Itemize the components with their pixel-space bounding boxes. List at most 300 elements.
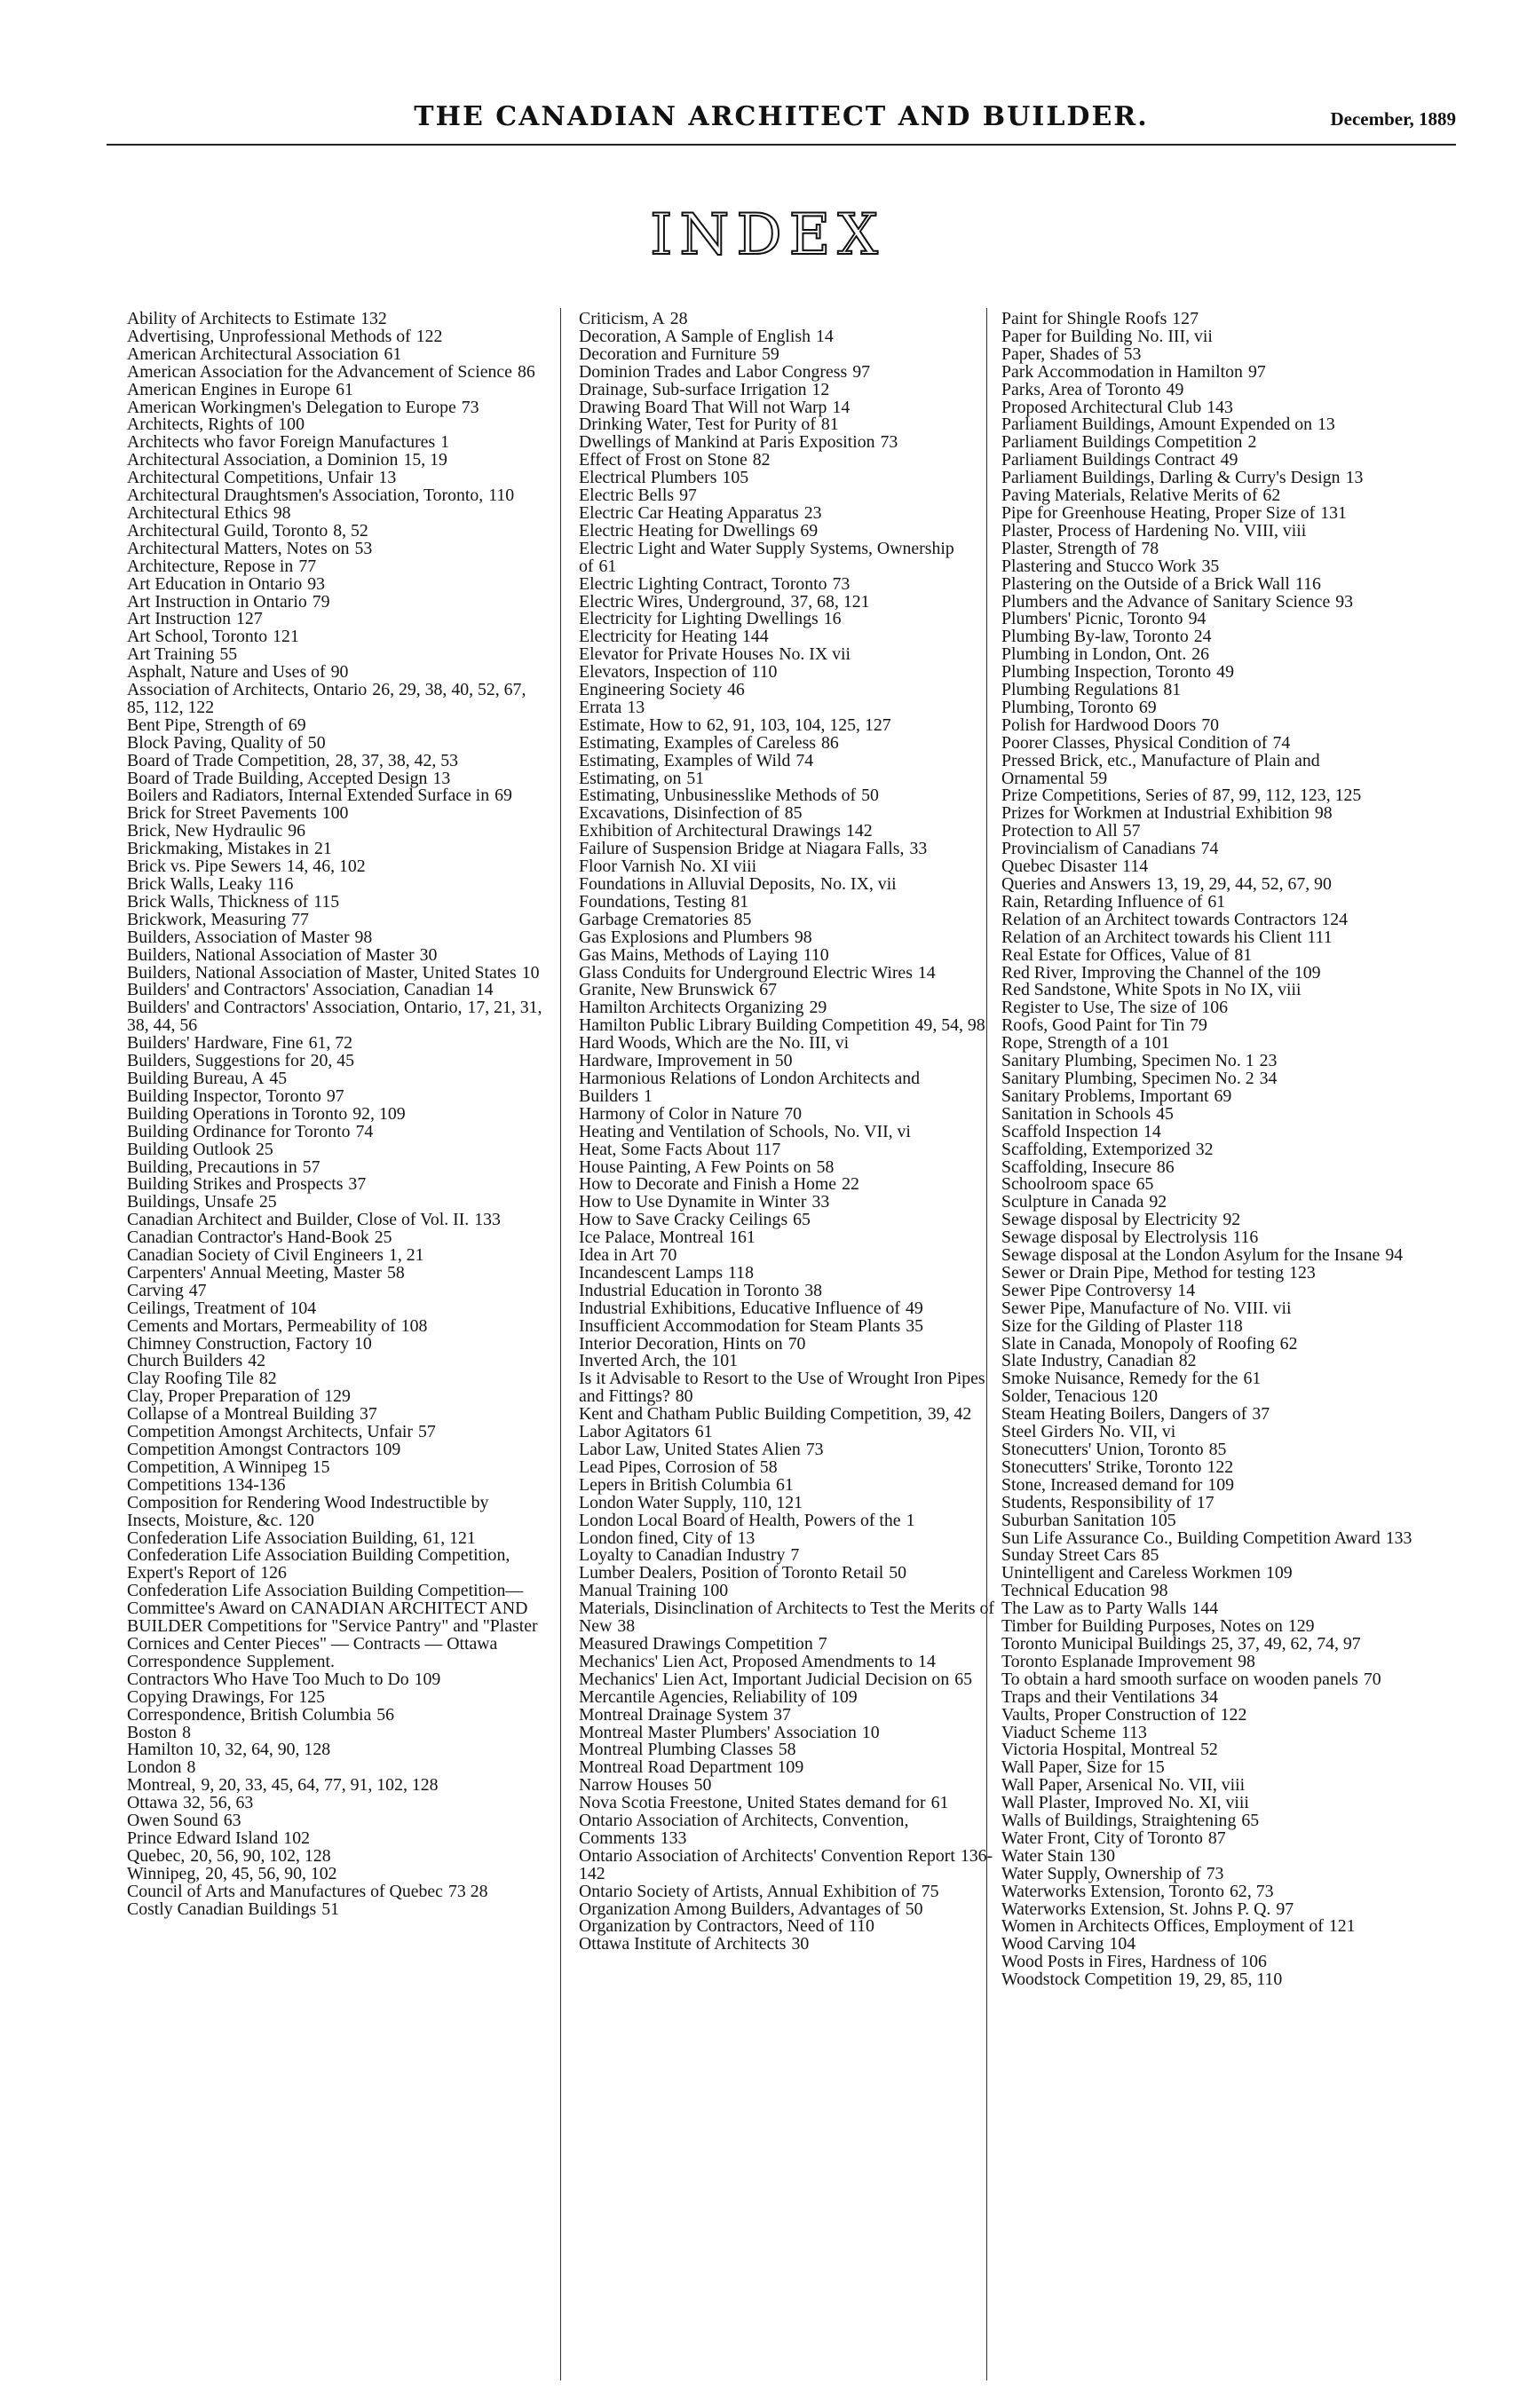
index-entry-topic: Failure of Suspension Bridge at Niagara Falls, — [579, 839, 905, 859]
index-entry-topic: Prizes for Workmen at Industrial Exhibition — [1001, 803, 1309, 824]
index-entry — [127, 452, 542, 470]
index-entry — [127, 1406, 542, 1424]
index-entry — [579, 805, 994, 823]
index-entry-topic: Quebec Disaster — [1001, 857, 1118, 877]
index-entry-topic: Incandescent Lamps — [579, 1262, 724, 1283]
index-entry-pages: 134-136 — [226, 1474, 286, 1495]
index-entry-topic: Building Outlook — [127, 1139, 251, 1159]
index-entry-pages: 116 — [267, 874, 294, 894]
index-entry-topic: Vaults, Proper Construction of — [1001, 1704, 1215, 1725]
index-entry-topic: Art Education in Ontario — [127, 573, 303, 594]
index-entry-pages: 93 — [307, 573, 325, 594]
index-entry — [1001, 1845, 1417, 1866]
index-entry-topic: Wall Plaster, Improved — [1001, 1793, 1163, 1813]
index-entry — [127, 1441, 542, 1459]
index-entry — [579, 1671, 994, 1689]
running-title: THE CANADIAN ARCHITECT AND BUILDER. — [414, 101, 1149, 132]
index-entry-pages: 50 — [905, 1899, 923, 1919]
index-entry-pages: 74 — [795, 750, 814, 770]
index-entry-topic: Viaduct Scheme — [1001, 1722, 1116, 1742]
index-entry-topic: Plumbing, Toronto — [1001, 697, 1134, 717]
index-entry-topic: Architects who favor Foreign Manufactures — [127, 432, 436, 453]
index-entry-pages: 116 — [1294, 573, 1321, 594]
index-entry — [579, 1530, 994, 1548]
index-entry-topic: Idea in Art — [579, 1245, 654, 1266]
index-entry-pages: 12 — [811, 379, 830, 399]
index-entry-topic: Plastering and Stucco Work — [1001, 556, 1197, 576]
index-entry-pages: 13 — [627, 697, 645, 717]
index-entry-pages: 100 — [701, 1581, 729, 1601]
index-entry-pages: 82 — [1178, 1351, 1197, 1371]
index-entry-pages: 85 — [733, 909, 752, 929]
index-entry-topic: Parliament Buildings Contract — [1001, 450, 1215, 470]
index-entry-topic: Sun Life Assurance Co., Building Competition Award — [1001, 1528, 1381, 1548]
index-entry — [127, 1070, 542, 1088]
index-entry-pages: 142 — [846, 821, 873, 841]
index-entry-topic: Sanitation in Schools — [1001, 1103, 1151, 1124]
index-entry-pages: 70 — [787, 1333, 806, 1354]
index-entry-pages: 13 — [1317, 414, 1335, 435]
index-entry — [1001, 699, 1417, 717]
index-entry-topic: How to Save Cracky Ceilings — [579, 1210, 788, 1230]
index-entry-topic: Hardware, Improvement in — [579, 1051, 770, 1071]
index-entry-topic: Relation of an Architect towards Contractors — [1001, 909, 1317, 929]
index-entry-pages: 61 — [1207, 891, 1226, 912]
index-entry — [127, 841, 542, 858]
index-entry — [127, 1353, 542, 1370]
index-entry — [1001, 470, 1417, 487]
index-entry-topic: Queries and Answers — [1001, 874, 1151, 894]
index-entry-pages: 96 — [288, 821, 306, 841]
index-entry — [1001, 1370, 1417, 1388]
index-entry-topic: Hard Woods, Which are the — [579, 1033, 774, 1054]
index-entry-topic: Estimating, Examples of Careless — [579, 732, 816, 753]
index-entry-pages: 132 — [360, 309, 387, 328]
index-entry-topic: Drainage, Sub-surface Irrigation — [579, 379, 807, 399]
index-entry-pages: No. VIII. vii — [1203, 1298, 1292, 1318]
index-entry-topic: Parliament Buildings Competition — [1001, 432, 1243, 453]
index-entry-pages: 17 — [1196, 1492, 1215, 1512]
index-entry-topic: Excavations, Disinfection of — [579, 803, 779, 824]
index-entry — [579, 1459, 994, 1477]
index-entry — [1001, 929, 1417, 947]
index-entry — [579, 520, 994, 541]
index-entry — [579, 999, 994, 1017]
index-entry-pages: 51 — [321, 1899, 339, 1919]
index-entry-pages: 86 — [1156, 1157, 1175, 1177]
index-entry-pages: No. XI, viii — [1167, 1793, 1249, 1813]
index-entry — [579, 1777, 994, 1795]
index-entry-topic: Competition Amongst Contractors — [127, 1440, 369, 1459]
index-entry-pages: 1 — [440, 432, 450, 453]
index-entry-pages: 22 — [842, 1174, 859, 1195]
index-entry — [127, 1370, 542, 1388]
index-entry-pages: 79 — [312, 591, 330, 612]
index-entry-topic: Plumbing in London, Ont. — [1001, 644, 1187, 665]
index-entry-pages: 81 — [731, 891, 749, 912]
index-entry — [127, 502, 542, 523]
index-entry-topic: Composition for Rendering Wood Indestructible by Insects, Moisture, &c. — [127, 1492, 489, 1530]
index-entry — [1001, 1954, 1417, 1971]
index-entry-topic: Montreal, — [127, 1775, 196, 1796]
index-entry — [127, 1830, 542, 1848]
index-entry — [127, 1686, 542, 1707]
index-entry — [579, 1141, 994, 1159]
index-entry-topic: Brickwork, Measuring — [127, 909, 287, 929]
index-entry — [1001, 1936, 1417, 1954]
index-entry — [127, 434, 542, 452]
index-entry — [1001, 858, 1417, 876]
index-entry-topic: Water Supply, Ownership of — [1001, 1863, 1201, 1883]
index-entry-pages: 110 — [488, 486, 515, 506]
index-entry-topic: Wood Posts in Fires, Hardness of — [1001, 1952, 1236, 1972]
index-entry-topic: Women in Architects Offices, Employment of — [1001, 1916, 1324, 1937]
index-entry-pages: No. XI viii — [679, 857, 757, 877]
index-entry — [1001, 1053, 1417, 1070]
index-entry-topic: Builders, Suggestions for — [127, 1051, 305, 1071]
index-entry — [579, 1901, 994, 1919]
index-entry — [1001, 1565, 1417, 1583]
index-entry-pages: 19, 29, 85, 110 — [1177, 1970, 1283, 1990]
index-entry — [1001, 628, 1417, 646]
index-entry-topic: Granite, New Brunswick — [579, 980, 755, 1000]
index-entry-pages: 81 — [1163, 680, 1182, 700]
index-entry-pages: 61 — [775, 1474, 794, 1495]
index-entry-topic: Brick vs. Pipe Sewers — [127, 857, 281, 877]
index-entry — [1001, 682, 1417, 699]
index-entry — [579, 1070, 994, 1106]
index-entry-pages: 1 — [906, 1510, 915, 1530]
index-entry-pages: 50 — [693, 1775, 712, 1796]
index-entry-topic: Toronto Esplanade Improvement — [1001, 1651, 1233, 1671]
index-entry-topic: Carving — [127, 1280, 184, 1300]
index-entry — [1001, 1759, 1417, 1777]
index-entry-topic: American Association for the Advancement of Science — [127, 361, 512, 382]
index-entry-topic: Prize Competitions, Series of — [1001, 786, 1207, 806]
index-entry — [127, 770, 542, 788]
index-entry-pages: 123 — [1289, 1262, 1316, 1283]
index-entry-topic: London — [127, 1757, 182, 1778]
index-entry-pages: 49 — [1220, 450, 1238, 470]
index-entry — [1001, 520, 1417, 541]
index-entry-topic: Roofs, Good Paint for Tin — [1001, 1015, 1185, 1036]
index-entry — [127, 1492, 542, 1530]
index-entry-pages: 26, 29, 38, 40, 52, 67, 85, 112, 122 — [127, 680, 526, 717]
index-entry-topic: Montreal Plumbing Classes — [579, 1740, 773, 1760]
index-entry — [579, 1424, 994, 1441]
index-entry-pages: 30 — [791, 1934, 810, 1954]
index-entry — [1001, 1971, 1417, 1989]
index-entry-pages: 7 — [790, 1545, 800, 1566]
index-entry-topic: Park Accommodation in Hamilton — [1001, 361, 1243, 382]
index-entry-topic: Building Ordinance for Toronto — [127, 1121, 351, 1141]
index-entry-topic: Boilers and Radiators, Internal Extended Surface in — [127, 786, 490, 806]
index-entry-pages: 125 — [298, 1686, 326, 1707]
index-entry — [127, 909, 542, 929]
index-entry — [1001, 591, 1417, 612]
index-entry-topic: Scaffolding, Extemporized — [1001, 1139, 1191, 1159]
index-entry-pages: 26 — [1191, 644, 1210, 665]
index-entry-topic: Floor Varnish — [579, 857, 675, 877]
index-entry — [127, 982, 542, 999]
index-entry-topic: Sewer or Drain Pipe, Method for testing — [1001, 1262, 1285, 1283]
index-entry-pages: 108 — [400, 1315, 428, 1336]
index-entry — [1001, 1583, 1417, 1600]
index-entry — [579, 1212, 994, 1229]
index-entry-pages: 70 — [1201, 715, 1220, 735]
index-entry-topic: Dwellings of Mankind at Paris Exposition — [579, 432, 875, 453]
index-entry-topic: Gas Explosions and Plumbers — [579, 927, 789, 947]
index-entry — [579, 1406, 994, 1424]
index-entry-pages: 45 — [1156, 1103, 1174, 1124]
index-entry — [1001, 1017, 1417, 1035]
index-entry — [1001, 1492, 1417, 1512]
index-entry — [1001, 999, 1417, 1017]
index-entry-pages: 10 — [354, 1333, 372, 1354]
index-entry-pages: 67 — [759, 980, 777, 1000]
index-entry-topic: Materials, Disinclination of Architects to Test the Merits of New — [579, 1599, 994, 1637]
index-entry — [579, 1262, 994, 1283]
index-entry-pages: 13 — [432, 768, 451, 788]
index-entry — [127, 1777, 542, 1795]
index-entry-topic: Wood Carving — [1001, 1934, 1104, 1954]
index-entry — [579, 1247, 994, 1265]
index-entry-pages: 109 — [1265, 1563, 1293, 1583]
index-entry-topic: Block Paving, Quality of — [127, 732, 303, 753]
index-entry-pages: 98 — [354, 927, 373, 947]
index-entry — [579, 664, 994, 682]
index-entry — [127, 1300, 542, 1318]
index-entry — [579, 770, 994, 788]
index-entry-pages: 102 — [283, 1828, 310, 1848]
index-entry-pages: 98 — [1150, 1581, 1168, 1601]
index-entry-topic: Copying Drawings, For — [127, 1686, 294, 1707]
index-entry-pages: 32, 56, 63 — [183, 1793, 254, 1813]
index-entry-topic: Nova Scotia Freestone, United States demand for — [579, 1793, 926, 1813]
index-entry — [1001, 1424, 1417, 1441]
index-entry — [579, 1936, 994, 1954]
column-rule — [560, 308, 561, 2380]
index-entry-pages: 17, 21, 31, 38, 44, 56 — [127, 998, 542, 1036]
index-entry — [1001, 416, 1417, 434]
index-entry-pages: 37 — [1252, 1404, 1270, 1425]
index-entry-pages: 34 — [1200, 1686, 1218, 1707]
index-entry — [1001, 1315, 1417, 1336]
index-entry-pages: 29 — [809, 998, 827, 1018]
index-entry-pages: 109 — [777, 1757, 804, 1778]
index-entry-pages: 86 — [821, 732, 839, 753]
index-entry-topic: Measured Drawings Competition — [579, 1633, 813, 1654]
index-entry-topic: Paint for Shingle Roofs — [1001, 309, 1167, 328]
index-entry-topic: Elevators, Inspection of — [579, 662, 747, 683]
index-entry-topic: Ceilings, Treatment of — [127, 1298, 285, 1318]
index-entry — [1001, 841, 1417, 858]
index-entry-pages: 133 — [660, 1828, 687, 1848]
index-entry-pages: 86 — [517, 361, 535, 382]
index-entry — [1001, 1863, 1417, 1883]
index-entry-pages: 121 — [1328, 1916, 1356, 1937]
index-entry — [579, 732, 994, 753]
index-entry-pages: 70 — [1363, 1669, 1381, 1689]
index-entry-topic: Ottawa — [127, 1793, 178, 1813]
index-entry-topic: Timber for Building Purposes, Notes on — [1001, 1616, 1283, 1637]
index-entry-pages: 121 — [273, 627, 299, 647]
index-entry-topic: Sewage disposal at the London Asylum for the Insane — [1001, 1245, 1381, 1266]
index-entry — [579, 1035, 994, 1053]
index-entry — [579, 434, 994, 452]
index-entry — [1001, 1722, 1417, 1742]
index-entry-pages: 106 — [1201, 998, 1229, 1018]
index-entry — [579, 1300, 994, 1318]
index-entry-topic: Industrial Exhibitions, Educative Influence of — [579, 1298, 901, 1318]
index-entry-topic: Plumbers' Picnic, Toronto — [1001, 609, 1183, 629]
index-entry — [1001, 1618, 1417, 1636]
index-entry-pages: 33 — [811, 1192, 830, 1212]
index-entry-topic: Architectural Matters, Notes on — [127, 538, 350, 558]
index-entry-topic: Provincialism of Canadians — [1001, 839, 1196, 859]
index-entry-pages: 37 — [360, 1404, 377, 1425]
index-entry-topic: Electric Wires, Underground, — [579, 591, 786, 612]
index-entry-pages: 92 — [1149, 1192, 1167, 1212]
index-entry — [127, 1722, 542, 1742]
index-entry-topic: Canadian Society of Civil Engineers — [127, 1245, 384, 1266]
index-entry — [1001, 1600, 1417, 1618]
index-entry — [1001, 1088, 1417, 1106]
index-entry-topic: London Water Supply, — [579, 1492, 737, 1512]
index-entry-topic: Rope, Strength of a — [1001, 1033, 1138, 1054]
index-entry-pages: 42 — [248, 1351, 265, 1371]
index-entry-topic: Carpenters' Annual Meeting, Master — [127, 1262, 383, 1283]
index-entry-pages: 58 — [759, 1457, 778, 1477]
index-entry-pages: 144 — [741, 627, 769, 647]
index-entry-pages: 16 — [823, 609, 842, 629]
index-entry-pages: 14 — [1177, 1280, 1196, 1300]
index-entry-topic: Montreal Road Department — [579, 1757, 772, 1778]
index-entry-topic: Electric Heating for Dwellings — [579, 520, 795, 541]
index-entry — [1001, 1686, 1417, 1707]
index-entry — [579, 1121, 994, 1141]
index-entry — [1001, 1176, 1417, 1194]
index-entry — [1001, 1280, 1417, 1300]
index-entry-pages: 1, 21 — [388, 1245, 424, 1266]
index-entry-pages: 127 — [236, 609, 263, 629]
index-entry-pages: 79 — [1190, 1015, 1207, 1036]
index-entry — [127, 787, 542, 805]
index-entry-pages: 50 — [861, 786, 879, 806]
index-entry — [127, 646, 542, 664]
index-entry — [127, 823, 542, 841]
index-entry-topic: Canadian Architect and Builder, Close of Vol. II. — [127, 1210, 470, 1230]
index-entry-topic: Estimating, Unbusinesslike Methods of — [579, 786, 857, 806]
index-entry-pages: 74 — [1200, 839, 1219, 859]
index-entry-topic: Red Sandstone, White Spots in — [1001, 980, 1220, 1000]
index-entry-pages: 30 — [419, 944, 438, 965]
index-entry-pages: 20, 56, 90, 102, 128 — [190, 1845, 331, 1866]
index-entry-pages: 92 — [1222, 1210, 1241, 1230]
index-entry-pages: 115 — [313, 891, 340, 912]
index-entry-pages: 50 — [307, 732, 326, 753]
index-entry-pages: 161 — [729, 1228, 756, 1248]
index-entry — [1001, 750, 1417, 788]
index-entry-pages: 74 — [355, 1121, 374, 1141]
index-entry-pages: 85 — [1208, 1440, 1227, 1459]
index-entry-pages: 33 — [909, 839, 928, 859]
index-entry — [1001, 1512, 1417, 1530]
index-entry — [127, 1547, 542, 1583]
index-entry-pages: 73 — [461, 397, 479, 417]
index-entry-topic: Harmony of Color in Nature — [579, 1103, 779, 1124]
index-entry-topic: Parliament Buildings, Amount Expended on — [1001, 414, 1312, 435]
index-entry — [127, 891, 542, 912]
index-entry — [1001, 823, 1417, 841]
index-entry-pages: 61 — [598, 556, 617, 576]
index-entry-topic: Stonecutters' Strike, Toronto — [1001, 1457, 1202, 1477]
index-entry-pages: 69 — [800, 520, 819, 541]
index-entry-topic: Builders, Association of Master — [127, 927, 350, 947]
index-entry-pages: 14 — [1143, 1121, 1161, 1141]
index-entry-topic: Hamilton Public Library Building Competition — [579, 1015, 910, 1036]
index-entry-topic: American Workingmen's Delegation to Europe — [127, 397, 456, 417]
index-entry-topic: Proposed Architectural Club — [1001, 397, 1202, 417]
index-entry-pages: 57 — [1122, 821, 1141, 841]
index-entry-pages: 46 — [726, 680, 745, 700]
index-entry — [579, 929, 994, 947]
index-entry-topic: Pressed Brick, etc., Manufacture of Plain and Ornamental — [1001, 750, 1320, 788]
index-entry — [127, 628, 542, 646]
index-entry-pages: No. VIII, viii — [1214, 520, 1307, 541]
index-entry-pages: 2 — [1247, 432, 1257, 453]
index-entry-topic: Cements and Mortars, Permeability of — [127, 1315, 396, 1336]
index-entry-pages: 14, 46, 102 — [286, 857, 366, 877]
index-entry-topic: Electric Light and Water Supply Systems, Ownership of — [579, 538, 954, 576]
index-entry-topic: Builders' and Contractors' Association, Ontario, — [127, 998, 463, 1018]
index-entry — [579, 982, 994, 999]
index-entry-topic: Confederation Life Association Building Competition—Committee's Award on CANADIAN ARCHITECT AND BUILDER Competitions for "Service Pantry" and "Plaster Cornices and Center Pieces" — Contracts — Ottawa Correspondence — [127, 1581, 538, 1671]
index-entry-topic: Water Stain — [1001, 1845, 1084, 1866]
index-entry-pages: 110 — [803, 944, 829, 965]
index-entry-topic: Interior Decoration, Hints on — [579, 1333, 783, 1354]
index-entry — [1001, 732, 1417, 753]
index-entry-pages: 131 — [1320, 502, 1347, 523]
index-entry — [579, 750, 994, 770]
index-entry-topic: London Local Board of Health, Powers of the — [579, 1510, 901, 1530]
index-entry — [579, 1103, 994, 1124]
index-entry — [1001, 399, 1417, 417]
index-entry-pages: 39, 42 — [927, 1404, 972, 1425]
index-entry-topic: Canadian Contractor's Hand-Book — [127, 1228, 369, 1248]
index-entry-pages: 65 — [1241, 1811, 1260, 1831]
index-entry-pages: 73 — [880, 432, 898, 453]
index-entry — [127, 379, 542, 399]
index-entry-pages: 94 — [1188, 609, 1207, 629]
index-entry-pages: No. III, vi — [779, 1033, 850, 1054]
index-entry-pages: 100 — [278, 414, 305, 435]
index-entry-pages: 114 — [1122, 857, 1149, 877]
index-entry-topic: Montreal Drainage System — [579, 1704, 769, 1725]
index-entry-topic: Waterworks Extension, Toronto — [1001, 1881, 1225, 1901]
index-entry — [579, 876, 994, 894]
index-entry-pages: 122 — [1220, 1704, 1247, 1725]
index-entry-topic: Brick for Street Pavements — [127, 803, 317, 824]
index-entry-topic: Garbage Crematories — [579, 909, 729, 929]
index-entry-topic: Wall Paper, Arsenical — [1001, 1775, 1153, 1796]
index-entry-topic: Water Front, City of Toronto — [1001, 1828, 1203, 1848]
index-entry-topic: Architectural Guild, Toronto — [127, 520, 328, 541]
index-entry-topic: Hamilton — [127, 1740, 194, 1760]
index-entry-topic: Heating and Ventilation of Schools, — [579, 1121, 829, 1141]
index-entry — [579, 1600, 994, 1636]
index-entry — [127, 858, 542, 876]
